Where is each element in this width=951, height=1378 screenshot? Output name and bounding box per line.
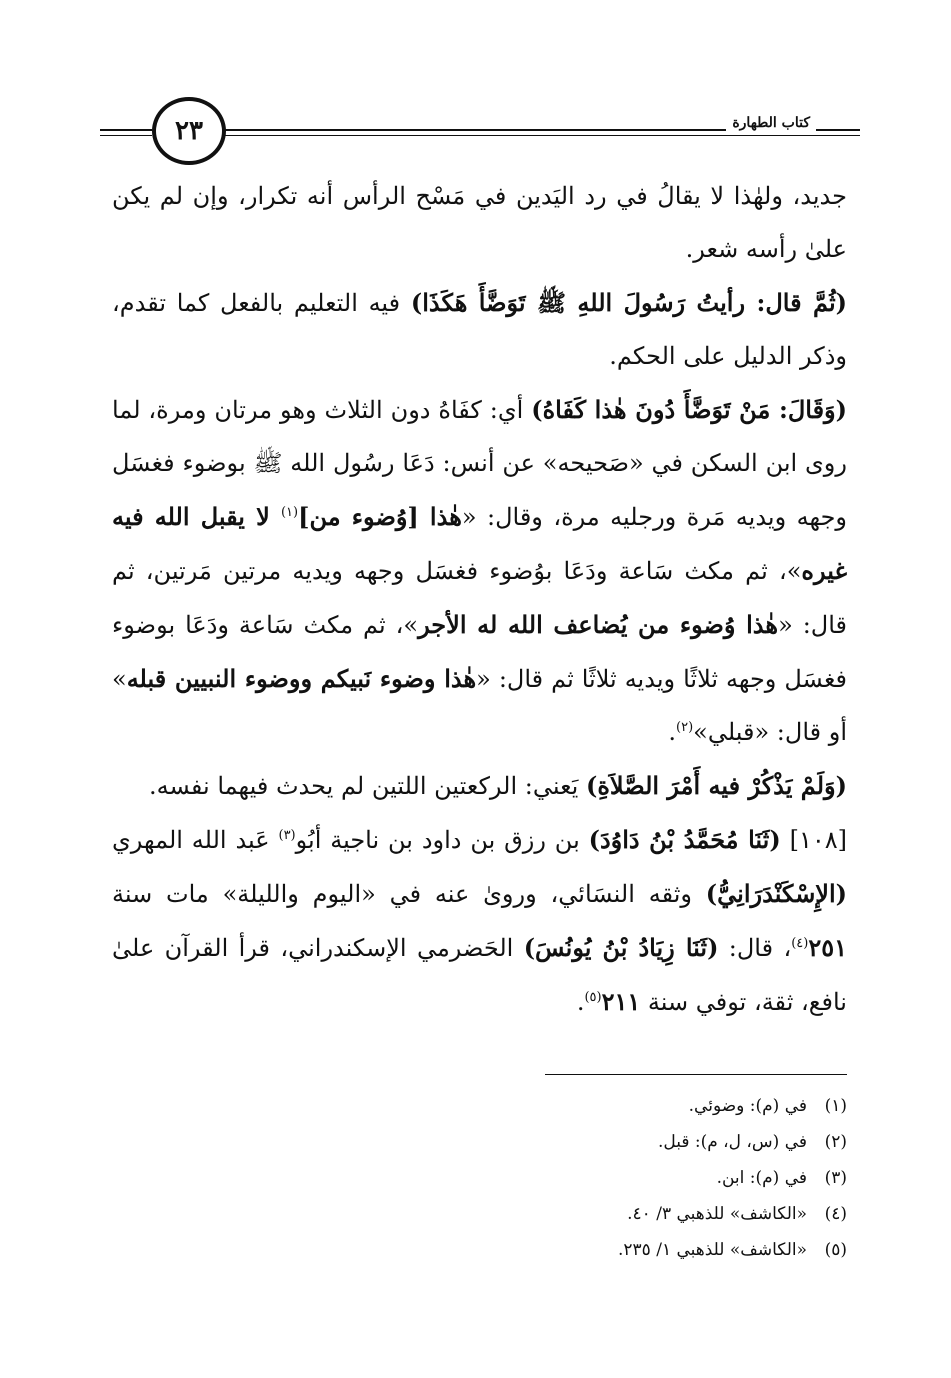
footnote-text: في (م): ابن.: [716, 1168, 807, 1188]
footnote-ref[interactable]: (٣): [278, 828, 296, 843]
text-span: »، ثم مكث سَاعة ودَعَا بوضوء فغسَل وجهه ثلاثًا ويديه ثلاثًا ثم قال: «: [112, 611, 848, 693]
footnote-number: (٥): [824, 1240, 847, 1260]
year-span: ٢٥١: [808, 933, 847, 962]
quote-span: (ثُمَّ قال: رأيتُ رَسُولَ اللهِ ﷺ تَوَضَّأَ هَكَذَا): [410, 288, 847, 317]
quote-span: (وَلَمْ يَذْكُرْ فيه أَمْرَ الصَّلاَةِ): [586, 771, 847, 800]
footnote-5: [112, 1232, 847, 1268]
paragraph-3: [112, 383, 847, 759]
narrator-span: (ثَنَا مُحَمَّدُ بْنُ دَاوُدَ): [588, 825, 781, 854]
quote-span: (وَقَالَ: مَنْ تَوَضَّأَ دُونَ هٰذا كَفَاهُ): [531, 395, 847, 424]
text-span: عَبد الله المهري: [112, 826, 279, 854]
header-rule-left-thin: [100, 135, 152, 136]
footnote-divider: [545, 1074, 847, 1075]
footnote-text: في (س، ل، م): قبل.: [657, 1132, 807, 1152]
text-span: » أو قال: «قبلي»: [112, 665, 847, 746]
year-span: ٢١١: [601, 987, 641, 1016]
text-span: .: [668, 718, 676, 746]
book-title: كتاب الطهارة: [726, 115, 816, 131]
narrator-span: (الإِسْكَنْدَرَانِيُّ): [705, 879, 848, 908]
narrator-span: (ثَنَا زِيَادُ بْنُ يُونُسَ): [523, 933, 719, 962]
text-span: يَعني: الركعتين اللتين لم يحدث فيهما نفسه.: [149, 772, 586, 800]
footnote-number: (٤): [824, 1204, 847, 1224]
text-span: وثقه النسَائي، وروىٰ عنه في «اليوم والليلة» مات سنة: [112, 880, 706, 908]
footnote-number: (٢): [824, 1132, 847, 1152]
text-span: ، قال:: [718, 934, 792, 962]
text-span: بن رزق بن داود بن ناجية أبُو: [295, 826, 589, 854]
hadith-span: هٰذا [وُضوء من]: [298, 502, 462, 531]
paragraph-2: [112, 276, 847, 383]
page-number: ٢٣: [152, 97, 226, 165]
footnote-ref[interactable]: (١): [280, 505, 299, 520]
footnote-ref[interactable]: (٥): [584, 990, 602, 1005]
hadith-span: هٰذا وضوء نَبيكم ووضوء النبيين قبله: [126, 664, 477, 693]
hadith-span: هٰذا وُضوء من يُضاعف الله له الأجر: [418, 610, 779, 639]
header-rule-right-thin: [224, 135, 860, 136]
footnote-ref[interactable]: (٢): [676, 720, 694, 735]
main-text: [112, 170, 847, 1029]
paragraph-4: [112, 759, 847, 813]
text-span: الحَضرمي الإسكندراني، قرأ القرآن علىٰ نافع، ثقة، توفي سنة: [112, 934, 847, 1016]
footnote-text: «الكاشف» للذهبي ١/ ٢٣٥.: [617, 1240, 807, 1260]
footnote-2: [112, 1124, 847, 1160]
page-header: [100, 95, 860, 165]
hadith-span: لا يقبل الله فيه غيره: [112, 502, 847, 585]
paragraph-1: [112, 170, 847, 276]
footnote-number: (١): [824, 1096, 847, 1116]
footnote-ref[interactable]: (٤): [791, 936, 809, 951]
text-span: .: [576, 988, 585, 1016]
text-span: أي: كفَاهُ دون الثلاث وهو مرتان ومرة، لما روى ابن السكن في «صَحيحه» عن أنس: دَعَا رسُول الله ﷺ بوضوء فغسَل وجهه ويديه مَرة ورجليه مرة، وقال: «: [112, 396, 847, 531]
footnote-3: [112, 1160, 847, 1196]
footnote-text: «الكاشف» للذهبي ٣/ ٤٠.: [627, 1204, 807, 1224]
entry-number: [١٠٨]: [780, 826, 847, 854]
footnote-text: في (م): وضوئي.: [688, 1096, 807, 1116]
paragraph-5: [112, 813, 847, 1029]
footnote-number: (٣): [824, 1168, 847, 1188]
footnote-1: [112, 1088, 847, 1124]
footnote-4: [112, 1196, 847, 1232]
text-span: فيه التعليم بالفعل كما تقدم، وذكر الدليل على الحكم.: [112, 289, 847, 370]
footnotes: [112, 1088, 847, 1268]
text-span: »، ثم مكث سَاعة ودَعَا بوُضوء فغسَل وجهه ويديه مرتين مَرتين، ثم قال: «: [112, 557, 847, 639]
header-rule-left: [100, 129, 152, 131]
text-span: جديد، ولهٰذا لا يقالُ في رد اليَدين في مَسْح الرأس أنه تكرار، وإن لم يكن علىٰ رأسه شعر.: [112, 182, 847, 263]
